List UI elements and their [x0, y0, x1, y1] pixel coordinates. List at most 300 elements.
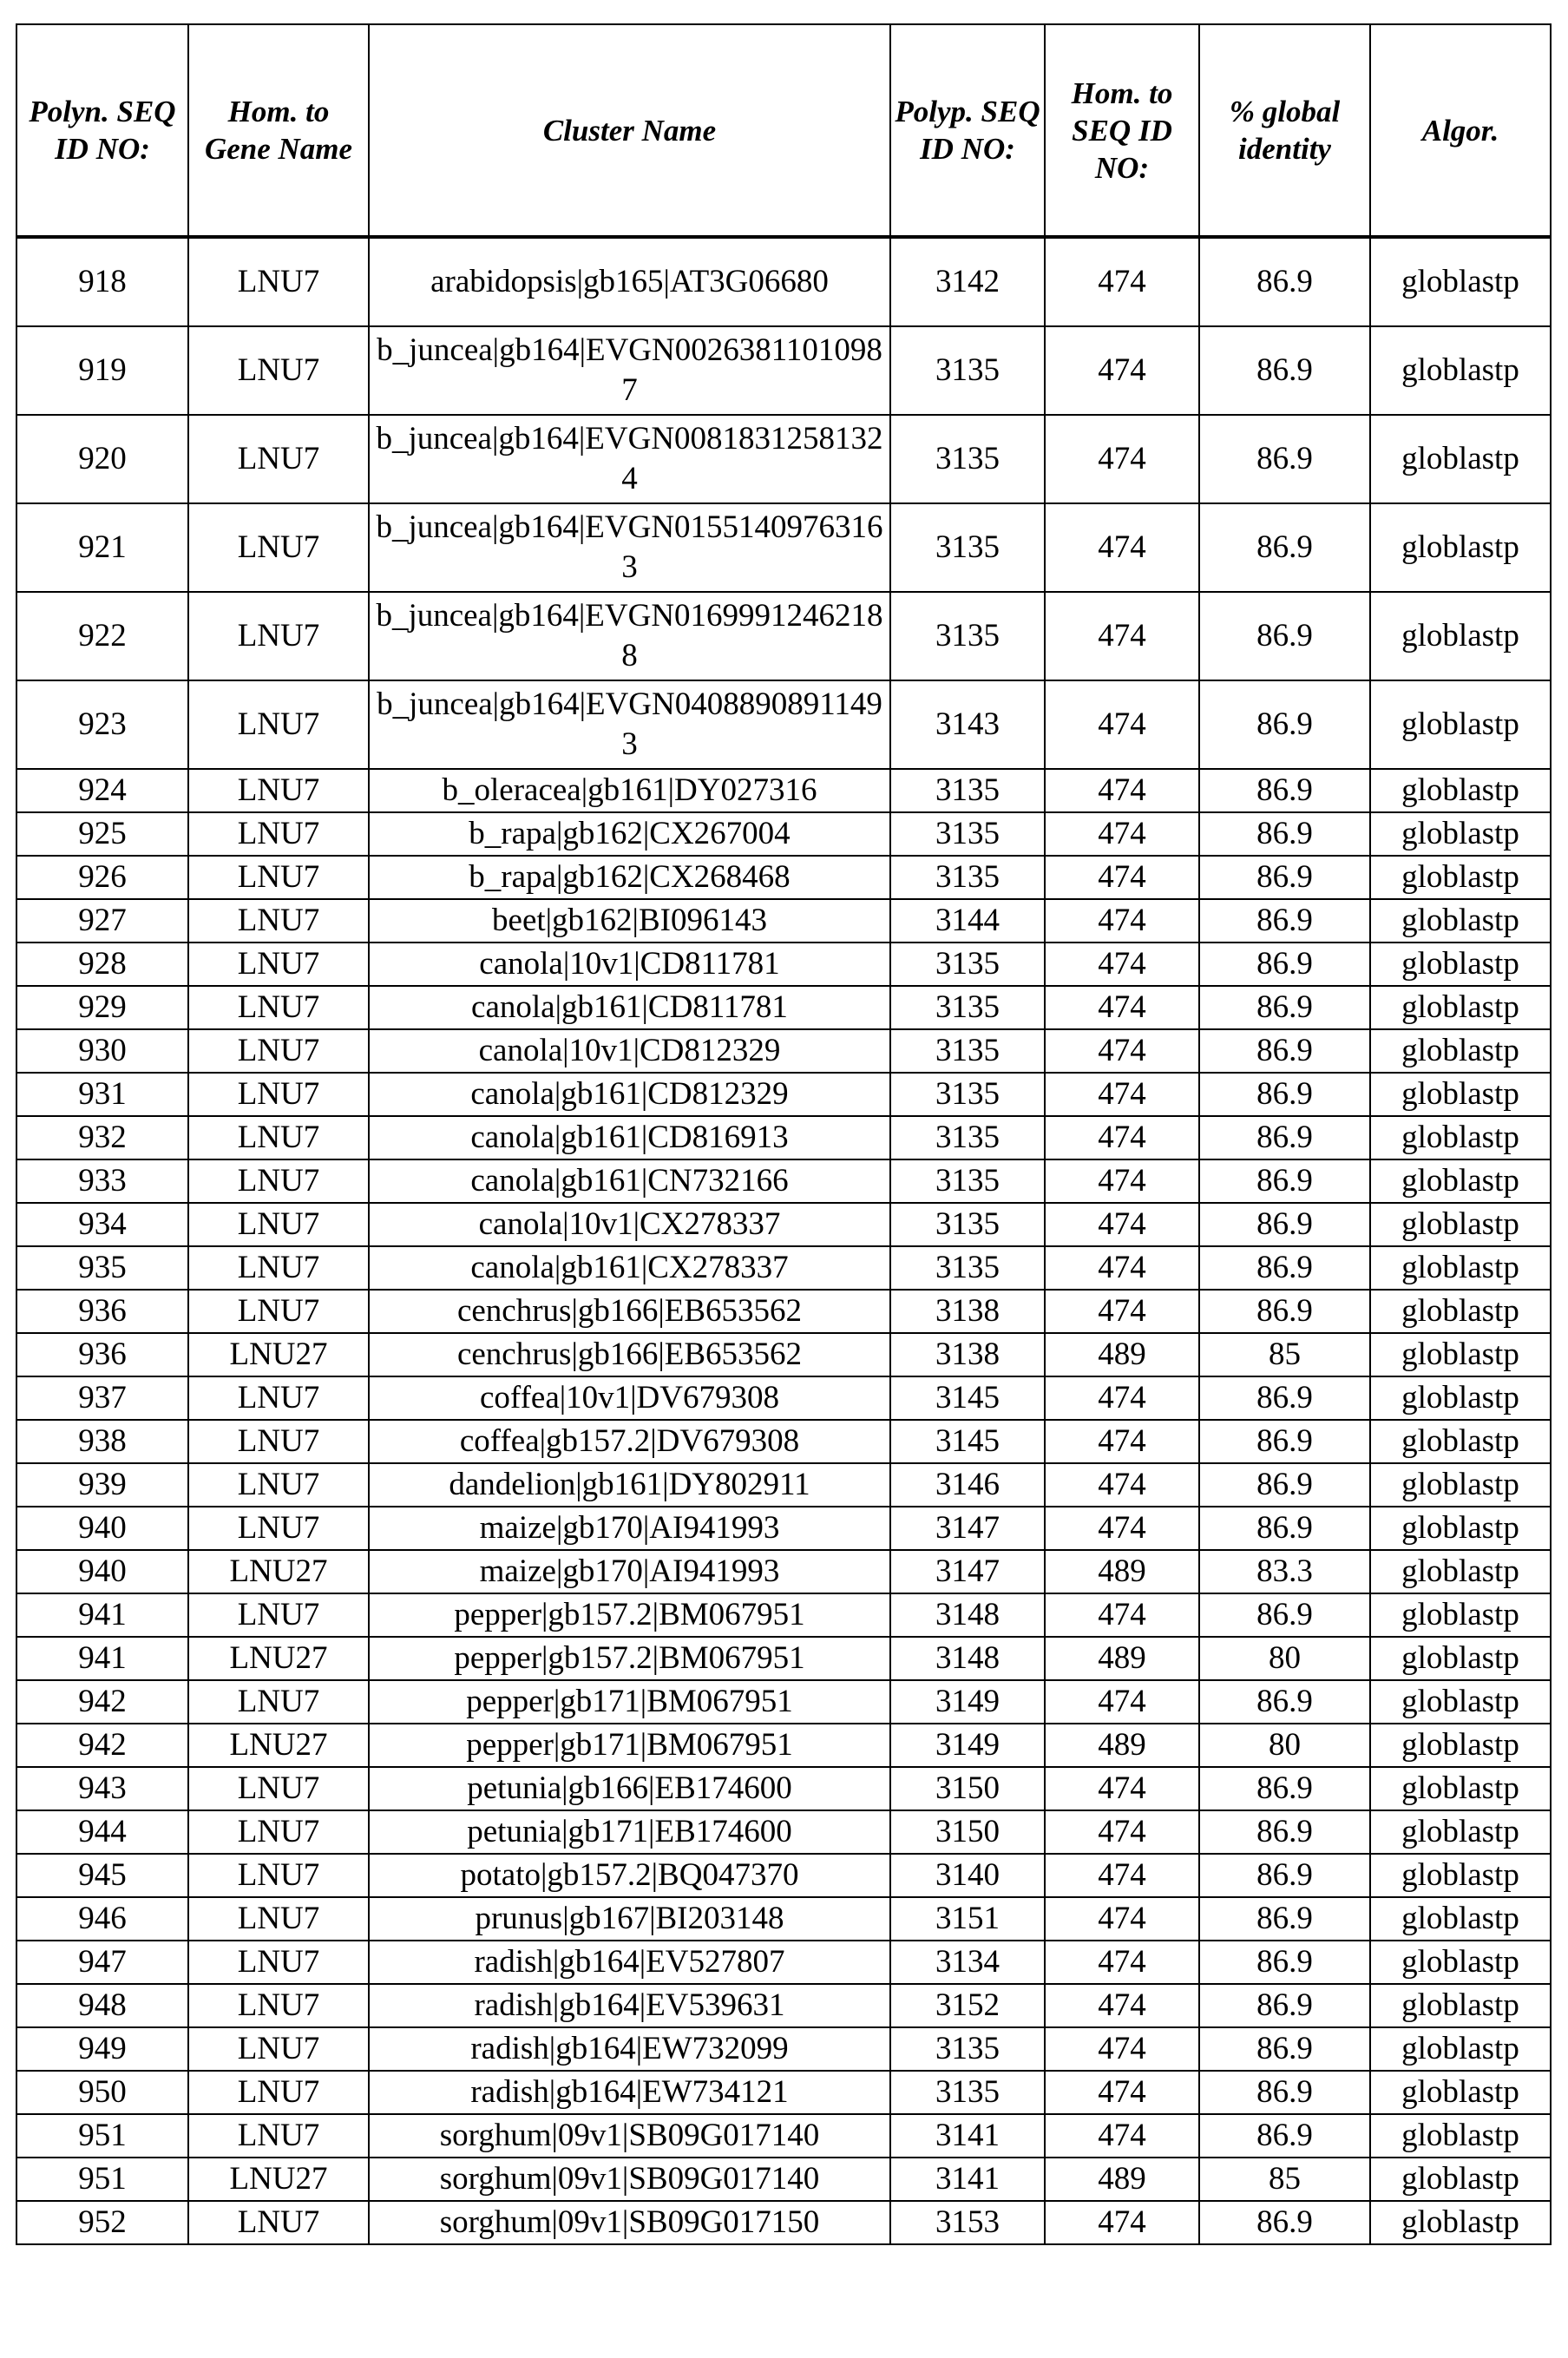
cell-polyp-seq-id: 3141 — [890, 2114, 1045, 2158]
cell-hom-seq-id: 474 — [1045, 2027, 1199, 2071]
table-row — [16, 1290, 1551, 1333]
cell-global-identity: 83.3 — [1199, 1550, 1370, 1593]
cell-hom-gene-name: LNU7 — [188, 1463, 369, 1507]
cell-cluster-name: radish|gb164|EV527807 — [369, 1941, 890, 1984]
cell-polyn-seq-id: 920 — [16, 415, 188, 503]
cell-cluster-name: radish|gb164|EW732099 — [369, 2027, 890, 2071]
cell-algorithm: globlastp — [1370, 237, 1551, 326]
cell-polyp-seq-id: 3151 — [890, 1897, 1045, 1941]
cell-hom-gene-name: LNU7 — [188, 237, 369, 326]
cell-global-identity: 86.9 — [1199, 1680, 1370, 1724]
cell-global-identity: 86.9 — [1199, 1073, 1370, 1116]
cell-cluster-name: cenchrus|gb166|EB653562 — [369, 1290, 890, 1333]
cell-polyn-seq-id: 927 — [16, 899, 188, 943]
cell-global-identity: 86.9 — [1199, 326, 1370, 415]
cell-cluster-name: maize|gb170|AI941993 — [369, 1507, 890, 1550]
cell-polyp-seq-id: 3140 — [890, 1854, 1045, 1897]
cell-polyp-seq-id: 3144 — [890, 899, 1045, 943]
cell-cluster-name: canola|gb161|CX278337 — [369, 1246, 890, 1290]
cell-polyp-seq-id: 3141 — [890, 2158, 1045, 2201]
cell-hom-gene-name: LNU7 — [188, 1159, 369, 1203]
cell-cluster-name: arabidopsis|gb165|AT3G06680 — [369, 237, 890, 326]
table-row — [16, 1680, 1551, 1724]
cell-polyn-seq-id: 950 — [16, 2071, 188, 2114]
cell-polyn-seq-id: 930 — [16, 1029, 188, 1073]
cell-global-identity: 86.9 — [1199, 1854, 1370, 1897]
cell-cluster-name: coffea|gb157.2|DV679308 — [369, 1420, 890, 1463]
cell-algorithm: globlastp — [1370, 1680, 1551, 1724]
table-row — [16, 1593, 1551, 1637]
cell-polyn-seq-id: 943 — [16, 1767, 188, 1810]
cell-polyp-seq-id: 3135 — [890, 1116, 1045, 1159]
cell-algorithm: globlastp — [1370, 769, 1551, 812]
cell-hom-seq-id: 474 — [1045, 680, 1199, 769]
header-hom-gene-name: Hom. to Gene Name — [188, 24, 369, 237]
cell-algorithm: globlastp — [1370, 1333, 1551, 1376]
cell-polyp-seq-id: 3135 — [890, 1073, 1045, 1116]
table-row — [16, 1767, 1551, 1810]
cell-hom-seq-id: 474 — [1045, 1941, 1199, 1984]
homolog-table — [16, 23, 1552, 2245]
cell-hom-seq-id: 474 — [1045, 1897, 1199, 1941]
header-algorithm: Algor. — [1370, 24, 1551, 237]
cell-algorithm: globlastp — [1370, 1637, 1551, 1680]
table-row — [16, 812, 1551, 856]
cell-algorithm: globlastp — [1370, 1984, 1551, 2027]
cell-algorithm: globlastp — [1370, 2158, 1551, 2201]
cell-cluster-name: canola|gb161|CD812329 — [369, 1073, 890, 1116]
cell-cluster-name: radish|gb164|EW734121 — [369, 2071, 890, 2114]
cell-global-identity: 86.9 — [1199, 769, 1370, 812]
cell-hom-seq-id: 474 — [1045, 1507, 1199, 1550]
cell-hom-gene-name: LNU7 — [188, 1897, 369, 1941]
cell-cluster-name: canola|10v1|CD812329 — [369, 1029, 890, 1073]
cell-cluster-name: petunia|gb171|EB174600 — [369, 1810, 890, 1854]
cell-algorithm: globlastp — [1370, 1550, 1551, 1593]
cell-hom-seq-id: 489 — [1045, 1550, 1199, 1593]
cell-hom-seq-id: 489 — [1045, 1637, 1199, 1680]
cell-hom-gene-name: LNU7 — [188, 1420, 369, 1463]
cell-polyp-seq-id: 3134 — [890, 1941, 1045, 1984]
cell-hom-gene-name: LNU7 — [188, 680, 369, 769]
cell-cluster-name: radish|gb164|EV539631 — [369, 1984, 890, 2027]
table-row — [16, 1073, 1551, 1116]
table-row — [16, 1029, 1551, 1073]
cell-algorithm: globlastp — [1370, 592, 1551, 680]
cell-polyp-seq-id: 3146 — [890, 1463, 1045, 1507]
cell-polyn-seq-id: 945 — [16, 1854, 188, 1897]
header-hom-seq-id: Hom. to SEQ ID NO: — [1045, 24, 1199, 237]
cell-algorithm: globlastp — [1370, 1507, 1551, 1550]
cell-polyn-seq-id: 933 — [16, 1159, 188, 1203]
cell-hom-seq-id: 474 — [1045, 943, 1199, 986]
cell-cluster-name: sorghum|09v1|SB09G017140 — [369, 2158, 890, 2201]
cell-algorithm: globlastp — [1370, 1246, 1551, 1290]
cell-cluster-name: petunia|gb166|EB174600 — [369, 1767, 890, 1810]
cell-hom-seq-id: 474 — [1045, 899, 1199, 943]
cell-cluster-name: b_juncea|gb164|EVGN01551409763163 — [369, 503, 890, 592]
cell-cluster-name: b_juncea|gb164|EVGN01699912462188 — [369, 592, 890, 680]
cell-hom-seq-id: 474 — [1045, 1810, 1199, 1854]
cell-cluster-name: canola|10v1|CD811781 — [369, 943, 890, 986]
cell-polyp-seq-id: 3148 — [890, 1637, 1045, 1680]
cell-hom-seq-id: 474 — [1045, 1116, 1199, 1159]
cell-hom-seq-id: 474 — [1045, 1290, 1199, 1333]
cell-algorithm: globlastp — [1370, 2071, 1551, 2114]
cell-global-identity: 86.9 — [1199, 899, 1370, 943]
cell-hom-seq-id: 474 — [1045, 2071, 1199, 2114]
cell-hom-gene-name: LNU7 — [188, 1680, 369, 1724]
cell-polyn-seq-id: 937 — [16, 1376, 188, 1420]
cell-global-identity: 86.9 — [1199, 1029, 1370, 1073]
cell-cluster-name: potato|gb157.2|BQ047370 — [369, 1854, 890, 1897]
cell-polyp-seq-id: 3135 — [890, 812, 1045, 856]
cell-hom-seq-id: 474 — [1045, 1463, 1199, 1507]
cell-hom-gene-name: LNU7 — [188, 1246, 369, 1290]
cell-cluster-name: b_juncea|gb164|EVGN00818312581324 — [369, 415, 890, 503]
cell-cluster-name: b_rapa|gb162|CX268468 — [369, 856, 890, 899]
cell-global-identity: 86.9 — [1199, 503, 1370, 592]
cell-cluster-name: pepper|gb157.2|BM067951 — [369, 1637, 890, 1680]
table-row — [16, 1463, 1551, 1507]
cell-polyp-seq-id: 3135 — [890, 856, 1045, 899]
cell-polyn-seq-id: 938 — [16, 1420, 188, 1463]
cell-polyn-seq-id: 918 — [16, 237, 188, 326]
cell-algorithm: globlastp — [1370, 986, 1551, 1029]
cell-algorithm: globlastp — [1370, 1463, 1551, 1507]
cell-global-identity: 86.9 — [1199, 415, 1370, 503]
cell-algorithm: globlastp — [1370, 1029, 1551, 1073]
cell-cluster-name: sorghum|09v1|SB09G017140 — [369, 2114, 890, 2158]
cell-polyp-seq-id: 3149 — [890, 1724, 1045, 1767]
cell-polyp-seq-id: 3153 — [890, 2201, 1045, 2244]
cell-global-identity: 85 — [1199, 1333, 1370, 1376]
cell-hom-gene-name: LNU7 — [188, 1376, 369, 1420]
cell-polyn-seq-id: 932 — [16, 1116, 188, 1159]
table-row — [16, 1724, 1551, 1767]
cell-hom-seq-id: 474 — [1045, 415, 1199, 503]
cell-polyn-seq-id: 922 — [16, 592, 188, 680]
cell-hom-gene-name: LNU7 — [188, 2071, 369, 2114]
cell-algorithm: globlastp — [1370, 856, 1551, 899]
cell-hom-seq-id: 474 — [1045, 1073, 1199, 1116]
cell-algorithm: globlastp — [1370, 503, 1551, 592]
table-row — [16, 769, 1551, 812]
cell-hom-gene-name: LNU7 — [188, 503, 369, 592]
cell-global-identity: 86.9 — [1199, 2201, 1370, 2244]
cell-hom-seq-id: 474 — [1045, 592, 1199, 680]
cell-hom-seq-id: 474 — [1045, 1680, 1199, 1724]
table-row — [16, 415, 1551, 503]
cell-cluster-name: canola|10v1|CX278337 — [369, 1203, 890, 1246]
cell-global-identity: 86.9 — [1199, 1463, 1370, 1507]
cell-global-identity: 86.9 — [1199, 1203, 1370, 1246]
cell-polyp-seq-id: 3135 — [890, 2071, 1045, 2114]
table-row — [16, 2071, 1551, 2114]
cell-hom-gene-name: LNU7 — [188, 415, 369, 503]
table-row — [16, 237, 1551, 326]
cell-polyn-seq-id: 936 — [16, 1333, 188, 1376]
cell-polyn-seq-id: 947 — [16, 1941, 188, 1984]
cell-global-identity: 86.9 — [1199, 1116, 1370, 1159]
cell-algorithm: globlastp — [1370, 680, 1551, 769]
cell-cluster-name: beet|gb162|BI096143 — [369, 899, 890, 943]
cell-hom-seq-id: 489 — [1045, 1333, 1199, 1376]
cell-global-identity: 85 — [1199, 2158, 1370, 2201]
cell-polyn-seq-id: 936 — [16, 1290, 188, 1333]
cell-algorithm: globlastp — [1370, 1810, 1551, 1854]
cell-algorithm: globlastp — [1370, 1420, 1551, 1463]
cell-cluster-name: canola|gb161|CD811781 — [369, 986, 890, 1029]
cell-hom-gene-name: LNU7 — [188, 899, 369, 943]
cell-global-identity: 86.9 — [1199, 1810, 1370, 1854]
cell-polyn-seq-id: 929 — [16, 986, 188, 1029]
cell-hom-gene-name: LNU7 — [188, 1073, 369, 1116]
cell-global-identity: 86.9 — [1199, 812, 1370, 856]
cell-polyn-seq-id: 951 — [16, 2114, 188, 2158]
cell-global-identity: 86.9 — [1199, 1420, 1370, 1463]
cell-polyn-seq-id: 934 — [16, 1203, 188, 1246]
cell-algorithm: globlastp — [1370, 1203, 1551, 1246]
cell-hom-gene-name: LNU7 — [188, 1203, 369, 1246]
cell-polyn-seq-id: 931 — [16, 1073, 188, 1116]
cell-cluster-name: b_oleracea|gb161|DY027316 — [369, 769, 890, 812]
cell-polyn-seq-id: 926 — [16, 856, 188, 899]
cell-hom-seq-id: 474 — [1045, 812, 1199, 856]
cell-global-identity: 86.9 — [1199, 1941, 1370, 1984]
cell-hom-gene-name: LNU7 — [188, 1941, 369, 1984]
cell-algorithm: globlastp — [1370, 1159, 1551, 1203]
cell-cluster-name: sorghum|09v1|SB09G017150 — [369, 2201, 890, 2244]
cell-algorithm: globlastp — [1370, 1290, 1551, 1333]
cell-polyp-seq-id: 3135 — [890, 769, 1045, 812]
table-row — [16, 1333, 1551, 1376]
cell-global-identity: 80 — [1199, 1637, 1370, 1680]
cell-polyn-seq-id: 941 — [16, 1637, 188, 1680]
cell-cluster-name: pepper|gb171|BM067951 — [369, 1680, 890, 1724]
cell-cluster-name: prunus|gb167|BI203148 — [369, 1897, 890, 1941]
table-row — [16, 1203, 1551, 1246]
header-row — [16, 24, 1551, 237]
cell-polyn-seq-id: 946 — [16, 1897, 188, 1941]
cell-hom-gene-name: LNU7 — [188, 1290, 369, 1333]
cell-algorithm: globlastp — [1370, 1941, 1551, 1984]
cell-hom-gene-name: LNU7 — [188, 1767, 369, 1810]
cell-polyn-seq-id: 935 — [16, 1246, 188, 1290]
table-row — [16, 1246, 1551, 1290]
cell-polyp-seq-id: 3135 — [890, 1029, 1045, 1073]
cell-hom-gene-name: LNU7 — [188, 2201, 369, 2244]
cell-global-identity: 86.9 — [1199, 943, 1370, 986]
cell-algorithm: globlastp — [1370, 2201, 1551, 2244]
cell-polyp-seq-id: 3135 — [890, 592, 1045, 680]
cell-algorithm: globlastp — [1370, 1724, 1551, 1767]
header-polyp-seq-id: Polyp. SEQ ID NO: — [890, 24, 1045, 237]
cell-polyp-seq-id: 3152 — [890, 1984, 1045, 2027]
cell-algorithm: globlastp — [1370, 2114, 1551, 2158]
cell-hom-gene-name: LNU7 — [188, 1854, 369, 1897]
table-row — [16, 326, 1551, 415]
cell-hom-gene-name: LNU7 — [188, 986, 369, 1029]
cell-cluster-name: canola|gb161|CN732166 — [369, 1159, 890, 1203]
cell-cluster-name: b_juncea|gb164|EVGN00263811010987 — [369, 326, 890, 415]
cell-hom-gene-name: LNU27 — [188, 2158, 369, 2201]
table-row — [16, 1984, 1551, 2027]
cell-hom-gene-name: LNU7 — [188, 812, 369, 856]
cell-polyn-seq-id: 923 — [16, 680, 188, 769]
cell-algorithm: globlastp — [1370, 326, 1551, 415]
cell-hom-gene-name: LNU7 — [188, 769, 369, 812]
cell-cluster-name: coffea|10v1|DV679308 — [369, 1376, 890, 1420]
cell-global-identity: 80 — [1199, 1724, 1370, 1767]
cell-cluster-name: cenchrus|gb166|EB653562 — [369, 1333, 890, 1376]
cell-global-identity: 86.9 — [1199, 1507, 1370, 1550]
cell-hom-seq-id: 474 — [1045, 1854, 1199, 1897]
table-row — [16, 2158, 1551, 2201]
cell-global-identity: 86.9 — [1199, 1897, 1370, 1941]
cell-algorithm: globlastp — [1370, 1767, 1551, 1810]
cell-algorithm: globlastp — [1370, 1854, 1551, 1897]
cell-global-identity: 86.9 — [1199, 1246, 1370, 1290]
cell-polyn-seq-id: 948 — [16, 1984, 188, 2027]
cell-global-identity: 86.9 — [1199, 1376, 1370, 1420]
cell-hom-seq-id: 474 — [1045, 2201, 1199, 2244]
cell-global-identity: 86.9 — [1199, 680, 1370, 769]
cell-polyp-seq-id: 3142 — [890, 237, 1045, 326]
cell-hom-seq-id: 474 — [1045, 1767, 1199, 1810]
table-row — [16, 2027, 1551, 2071]
cell-hom-gene-name: LNU7 — [188, 2114, 369, 2158]
header-polyn-seq-id: Polyn. SEQ ID NO: — [16, 24, 188, 237]
cell-hom-seq-id: 474 — [1045, 1029, 1199, 1073]
cell-cluster-name: maize|gb170|AI941993 — [369, 1550, 890, 1593]
cell-hom-gene-name: LNU7 — [188, 1593, 369, 1637]
cell-global-identity: 86.9 — [1199, 1593, 1370, 1637]
cell-cluster-name: canola|gb161|CD816913 — [369, 1116, 890, 1159]
cell-polyn-seq-id: 939 — [16, 1463, 188, 1507]
cell-hom-gene-name: LNU7 — [188, 943, 369, 986]
table-body — [16, 237, 1551, 2244]
cell-hom-seq-id: 474 — [1045, 769, 1199, 812]
cell-cluster-name: dandelion|gb161|DY802911 — [369, 1463, 890, 1507]
cell-hom-seq-id: 474 — [1045, 856, 1199, 899]
cell-polyp-seq-id: 3138 — [890, 1290, 1045, 1333]
cell-polyp-seq-id: 3149 — [890, 1680, 1045, 1724]
table-row — [16, 1550, 1551, 1593]
cell-polyn-seq-id: 942 — [16, 1724, 188, 1767]
cell-hom-gene-name: LNU7 — [188, 326, 369, 415]
cell-polyn-seq-id: 928 — [16, 943, 188, 986]
table-row — [16, 2201, 1551, 2244]
cell-global-identity: 86.9 — [1199, 986, 1370, 1029]
cell-polyp-seq-id: 3145 — [890, 1420, 1045, 1463]
cell-hom-seq-id: 474 — [1045, 1246, 1199, 1290]
table-header — [16, 24, 1551, 237]
cell-cluster-name: b_rapa|gb162|CX267004 — [369, 812, 890, 856]
cell-polyp-seq-id: 3147 — [890, 1550, 1045, 1593]
cell-polyp-seq-id: 3135 — [890, 326, 1045, 415]
cell-polyp-seq-id: 3135 — [890, 415, 1045, 503]
cell-polyp-seq-id: 3143 — [890, 680, 1045, 769]
header-global-identity: % global identity — [1199, 24, 1370, 237]
cell-global-identity: 86.9 — [1199, 2027, 1370, 2071]
cell-polyp-seq-id: 3135 — [890, 503, 1045, 592]
cell-polyn-seq-id: 925 — [16, 812, 188, 856]
table-row — [16, 856, 1551, 899]
cell-algorithm: globlastp — [1370, 1593, 1551, 1637]
table-row — [16, 1897, 1551, 1941]
cell-hom-gene-name: LNU7 — [188, 1029, 369, 1073]
cell-polyn-seq-id: 944 — [16, 1810, 188, 1854]
table-row — [16, 1941, 1551, 1984]
cell-algorithm: globlastp — [1370, 899, 1551, 943]
cell-cluster-name: pepper|gb157.2|BM067951 — [369, 1593, 890, 1637]
cell-cluster-name: pepper|gb171|BM067951 — [369, 1724, 890, 1767]
cell-hom-gene-name: LNU7 — [188, 1984, 369, 2027]
table-row — [16, 1159, 1551, 1203]
table-row — [16, 986, 1551, 1029]
table-row — [16, 1116, 1551, 1159]
table-row — [16, 592, 1551, 680]
cell-polyn-seq-id: 942 — [16, 1680, 188, 1724]
cell-polyp-seq-id: 3150 — [890, 1810, 1045, 1854]
cell-algorithm: globlastp — [1370, 943, 1551, 986]
cell-polyn-seq-id: 921 — [16, 503, 188, 592]
table-row — [16, 1810, 1551, 1854]
cell-hom-seq-id: 474 — [1045, 1376, 1199, 1420]
cell-polyp-seq-id: 3148 — [890, 1593, 1045, 1637]
cell-hom-gene-name: LNU27 — [188, 1333, 369, 1376]
table-row — [16, 1420, 1551, 1463]
cell-polyn-seq-id: 924 — [16, 769, 188, 812]
cell-hom-seq-id: 474 — [1045, 2114, 1199, 2158]
cell-global-identity: 86.9 — [1199, 1290, 1370, 1333]
cell-hom-seq-id: 474 — [1045, 986, 1199, 1029]
cell-hom-gene-name: LNU27 — [188, 1637, 369, 1680]
table-row — [16, 1507, 1551, 1550]
cell-polyn-seq-id: 940 — [16, 1550, 188, 1593]
cell-polyp-seq-id: 3135 — [890, 943, 1045, 986]
cell-algorithm: globlastp — [1370, 812, 1551, 856]
cell-global-identity: 86.9 — [1199, 237, 1370, 326]
cell-global-identity: 86.9 — [1199, 1984, 1370, 2027]
cell-hom-gene-name: LNU7 — [188, 2027, 369, 2071]
table-row — [16, 680, 1551, 769]
cell-hom-gene-name: LNU27 — [188, 1550, 369, 1593]
cell-polyn-seq-id: 949 — [16, 2027, 188, 2071]
cell-hom-gene-name: LNU7 — [188, 856, 369, 899]
cell-polyp-seq-id: 3135 — [890, 986, 1045, 1029]
cell-polyp-seq-id: 3135 — [890, 1159, 1045, 1203]
table-row — [16, 899, 1551, 943]
cell-hom-seq-id: 474 — [1045, 1984, 1199, 2027]
table-row — [16, 1637, 1551, 1680]
cell-global-identity: 86.9 — [1199, 1767, 1370, 1810]
cell-hom-seq-id: 489 — [1045, 1724, 1199, 1767]
cell-polyn-seq-id: 919 — [16, 326, 188, 415]
cell-polyp-seq-id: 3135 — [890, 1246, 1045, 1290]
cell-hom-seq-id: 474 — [1045, 237, 1199, 326]
cell-algorithm: globlastp — [1370, 2027, 1551, 2071]
cell-polyn-seq-id: 941 — [16, 1593, 188, 1637]
cell-algorithm: globlastp — [1370, 1897, 1551, 1941]
cell-algorithm: globlastp — [1370, 1376, 1551, 1420]
table-row — [16, 943, 1551, 986]
cell-algorithm: globlastp — [1370, 1116, 1551, 1159]
cell-global-identity: 86.9 — [1199, 856, 1370, 899]
cell-hom-seq-id: 489 — [1045, 2158, 1199, 2201]
cell-hom-seq-id: 474 — [1045, 1593, 1199, 1637]
